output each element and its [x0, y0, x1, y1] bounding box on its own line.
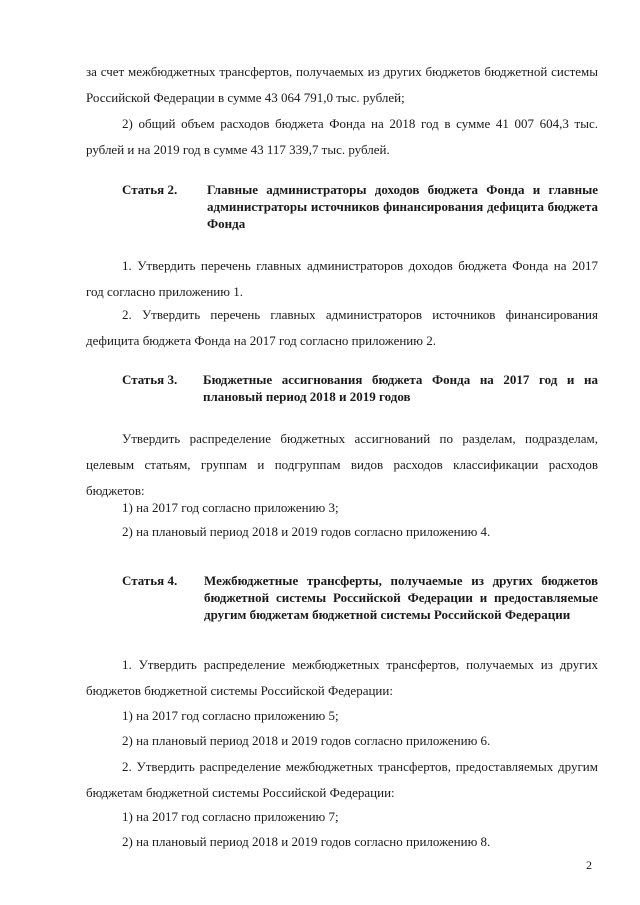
article-number: Статья 4.: [122, 573, 178, 588]
article-4-item-2-sub-1: [86, 804, 598, 830]
paragraph-text: 1) на 2017 год согласно приложению 5;: [122, 708, 339, 723]
article-4-item-1-sub-1: [86, 703, 598, 729]
paragraph-text: 1) на 2017 год согласно приложению 3;: [122, 500, 339, 515]
article-title: Бюджетные ассигнования бюджета Фонда на 2017 год и на плановый период 2018 и 2019 годов: [203, 372, 598, 404]
article-3-item-1: [86, 495, 598, 521]
paragraph-text: 2) на плановый период 2018 и 2019 годов согласно приложению 8.: [122, 834, 491, 849]
article-4-item-2: [86, 754, 598, 806]
paragraph-total-expenses: [86, 111, 598, 163]
paragraph-text: за счет межбюджетных трансфертов, получаемых из других бюджетов бюджетной системы Российской Федерации в сумме 43 064 791,0 тыс. рублей;: [86, 64, 598, 105]
article-3-intro: [86, 426, 598, 504]
article-3-item-2: [86, 519, 598, 545]
paragraph-text: 2) на плановый период 2018 и 2019 годов согласно приложению 4.: [122, 524, 491, 539]
paragraph-text: 2) на плановый период 2018 и 2019 годов согласно приложению 6.: [122, 733, 491, 748]
article-2-item-1: [86, 253, 598, 305]
page-number: 2: [586, 858, 592, 872]
paragraph-revenue-transfers: [86, 59, 598, 111]
article-number: Статья 3.: [122, 372, 178, 387]
article-4-item-1-sub-2: [86, 728, 598, 754]
paragraph-text: 2. Утвердить распределение межбюджетных трансфертов, предоставляемых другим бюджетам бюджетной системы Российской Федерации:: [86, 759, 598, 800]
article-4-item-1: [86, 652, 598, 704]
article-title: Межбюджетные трансферты, получаемые из других бюджетов бюджетной системы Российской Федерации и предоставляемые другим бюджетам бюджетной системы Российской Федерации: [204, 573, 598, 622]
article-number: Статья 2.: [122, 182, 178, 197]
article-4-item-2-sub-2: [86, 829, 598, 855]
paragraph-text: 1. Утвердить перечень главных администраторов доходов бюджета Фонда на 2017 год согласно приложению 1.: [86, 258, 598, 299]
paragraph-text: 1) на 2017 год согласно приложению 7;: [122, 809, 339, 824]
paragraph-text: 1. Утвердить распределение межбюджетных трансфертов, получаемых из других бюджетов бюджетной системы Российской Федерации:: [86, 657, 598, 698]
paragraph-text: 2) общий объем расходов бюджета Фонда на 2018 год в сумме 41 007 604,3 тыс. рублей и на 2019 год в сумме 43 117 339,7 тыс. рублей.: [86, 116, 598, 157]
paragraph-text: Утвердить распределение бюджетных ассигнований по разделам, подразделам, целевым статьям, группам и подгруппам видов расходов классификации расходов бюджетов:: [86, 431, 598, 498]
paragraph-text: 2. Утвердить перечень главных администраторов источников финансирования дефицита бюджета Фонда на 2017 год согласно приложению 2.: [86, 307, 598, 348]
article-2-item-2: [86, 302, 598, 354]
article-title: Главные администраторы доходов бюджета Фонда и главные администраторы источников финансирования дефицита бюджета Фонда: [207, 182, 598, 231]
